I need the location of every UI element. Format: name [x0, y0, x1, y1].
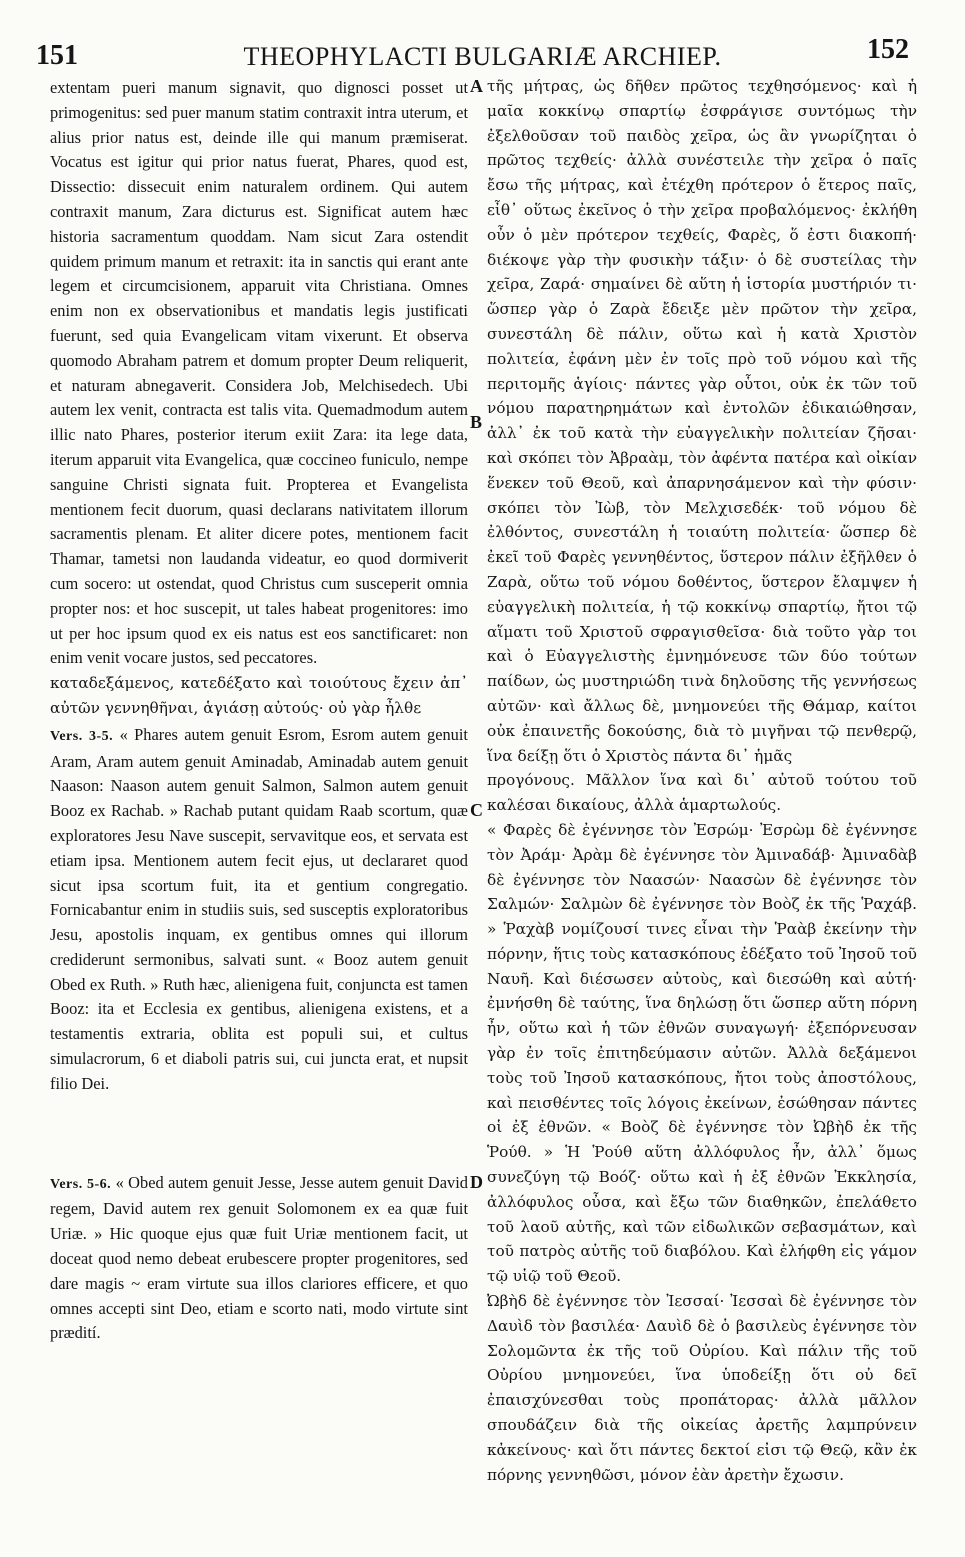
latin-verse-text: « Obed autem genuit Jesse, Jesse autem genuit David regem, David autem rex genuit Solomonem ex ea quæ fuit Uriæ. » Hic quoque ejus quæ fuit Uriæ mentionem facit, ut doceat quod nemo debeat erubescere propter progenitores, sed dare magis ~ eram virtute sua illos clariores efficere, et quo omnes accepti sint Deo, etiam e scorto nati, modo virtute sint prædití. — [50, 1172, 468, 1343]
margin-letter-c: C — [470, 800, 483, 820]
page-number-right: 152 — [867, 34, 909, 65]
greek-paragraph: τῆς μήτρας, ὡς δῆθεν πρῶτος τεχθησόμενος· καὶ ἡ μαῖα κοκκίνῳ σπαρτίῳ ἐσφράγισε συντόμως τὴν ἐξελθοῦσαν τοῦ παιδὸς χεῖρα, ὡς ἂν γνωρίζηται ὁ πρῶτος τεχθείς· ἀλλὰ συνέστειλε τὴν χεῖρα ὁ παῖς ἔσω τῆς μήτρας, καὶ ἐτέχθη πρότερον ὁ ἕτερος παῖς, εἶθ᾽ οὕτως ἐκεῖνος ὁ τὴν χεῖρα προβαλόμενος· ἐκλήθη οὖν ὁ μὲν πρότερον τεχθείς, Φαρὲς, ὅ ἐστι διακοπή· διέκοψε γὰρ τὴν φυσικὴν τάξιν· ὁ δὲ συστείλας τὴν χεῖρα, Ζαρά· σημαίνει δὲ αὕτη ἡ ἱστορία μυστήριόν τι· ὥσπερ γὰρ ὁ Ζαρὰ ἔδειξε μὲν πρῶτον τὴν χεῖρα, συνεστάλη δὲ πάλιν, οὕτω καὶ ἡ κατὰ Χριστὸν πολιτεία, ἐφάνη μὲν ἐν τοῖς πρὸ τοῦ νόμου καὶ τῆς περιτομῆς ἁγίοις· πάντες γὰρ οὗτοι, οὐκ ἐκ τῶν τοῦ νόμου παρατηρημάτων καὶ ἐντολῶν ἐδικαιώθησαν, ἀλλ᾽ ἐκ τοῦ κατὰ τὴν εὐαγγελικὴν πολιτείαν ζῆσαι· καὶ σκόπει τὸν Ἀβραὰμ, τὸν ἀφέντα πατέρα καὶ οἰκίαν ἕνεκεν τοῦ Θεοῦ, καὶ ἀπαρνησάμενον καὶ τὴν φύσιν· σκόπει τὸν Ἰὼβ, τὸν Μελχισεδέκ· τοῦ νόμου δὲ ἐλθόντος, συνεστάλη ἡ τοιαύτη πολιτεία· ὥσπερ δὲ ἐκεῖ τοῦ Φαρὲς γεννηθέντος, ὕστερον πάλιν ἐξῆλθεν ὁ Ζαρὰ, οὕτω τοῦ νόμου δοθέντος, ὕστερον ἔλαμψεν ἡ εὐαγγελικὴ πολιτεία, ἡ τῷ κοκκίνῳ σπαρτίῳ, ἤτοι τῷ αἵματι τοῦ Χριστοῦ σφραγισθεῖσα· διὰ τοῦτο γὰρ τοι καὶ ὁ Εὐαγγελιστὴς ἐμνημόνευσε τῶν δύο τούτων παίδων, ὡς μυστηριώδη τινὰ δηλοῦσης τῆς γεννήσεως αὐτῶν· καὶ ἄλλως δὲ, μνημονεύει τῆς Θάμαρ, καίτοι οὐκ ἐπαινετῆς δοκούσης, διὰ τὸ μιγῆναι τῷ πενθερῷ, ἵνα δείξῃ ὅτι ὁ Χριστὸς πάντα δι᾽ ἡμᾶς — [487, 77, 917, 765]
latin-column — [50, 76, 468, 1346]
page-header — [0, 34, 965, 74]
latin-paragraph — [50, 723, 468, 1097]
greek-paragraph: Ὠβὴδ δὲ ἐγέννησε τὸν Ἰεσσαί· Ἰεσσαὶ δὲ ἐγέννησε τὸν Δαυὶδ τὸν βασιλέα· Δαυὶδ δὲ ὁ βασιλεὺς ἐγέννησε τὸν Σολομῶντα ἐκ τῆς τοῦ Οὐρίου. Καὶ πάλιν τῆς τοῦ Οὐρίου μνημονεύει, ἵνα ὑποδείξῃ ὅτι οὐ δεῖ ἐπαισχύνεσθαι τοὺς προπάτορας· ἀλλὰ μᾶλλον σπουδάζειν διὰ τῆς οἰκείας ἀρετῆς λαμπρύνειν κἀκείνους· καὶ ὅτι πάντες δεκτοί εἰσι τῷ Θεῷ, κἂν ἐκ πόρνης γεννηθῶσι, μόνον ἐὰν ἀρετὴν ἔχωσιν. — [487, 1292, 917, 1484]
page-number-left: 151 — [36, 40, 78, 71]
latin-verse-text: « Phares autem genuit Esrom, Esrom autem genuit Aram, Aram autem genuit Aminadab, Aminadab autem genuit Naason: Naason autem genuit Salmon, Salmon autem genuit Booz ex Rachab. » Rachab putant quidam Raab scortum, quæ exploratores Jesu Nave suscepit, servavitque eos, et servata est etiam ipsa. Mentionem autem fecit ejus, ut declararet quod sicut ipsa scortum fuit, ita et gentium congregatio. Fornicabantur enim in studiis suis, sed susceptis exploratoribus Jesu, apostolis inquam, ex gentibus omnes qui illorum crediderunt sermonibus, salvati sunt. « Booz autem genuit Obed ex Ruth. » Ruth hæc, alienigena fuit, conjuncta est tamen Booz: ita et Ecclesia ex gentibus, alienigena existens, et a testamentis extraria, oblita est populi sui, et cultus simulacrorum, 6 et diaboli patris sui, cui juncta erat, et nupsit filio Dei. — [50, 724, 468, 1093]
latin-paragraph: extentam pueri manum signavit, quo dignosci posset ut primogenitus: sed puer manum statim contraxit intra uterum, et alius prior natus est, deinde ille qui manum præmiserat. Vocatus est igitur qui prior natus fuerat, Phares, quod est, Dissectio: dissecuit enim naturalem ordinem. Qui autem contraxit manum, Zara dicturus est. Significat autem hæc historia sacramentum quoddam. Nam sicut Zara ostendit quidem primum manum et retraxit: ita in sanctis qui erant ante legem et circumcisionem, apparuit vita Christiana. Omnes enim non ex observationibus et mandatis legis justificati fuerunt, sed quia Evangelicam vitam vixerunt. Et observa quomodo Abraham patrem et domum propter Deum reliquerit, et naturam abnegaverit. Considera Job, Melchisedech. Ubi autem lex venit, contracta est talis vita. Quemadmodum autem illic nato Phares, posterior iterum exiit Zara: ita lege data, iterum apparuit vita Evangelica, quæ coccineo funiculo, nempe sanguine Christi signata fuit. Propterea et Evangelista mentionem fecit duorum, quasi declarans nativitatem illorum sacramentis plenam. Et aliter dicere potes, mentionem facit Thamar, tametsi non laudanda videatur, eo quod dormiverit cum socero: ut ostendat, quod Christus cum susceperit omnia propter nos: et hoc suscepit, ut tales habeat progenitores: imo ut per hoc ipsum quod ex eis natus est eos sanctificaret: non enim venit vocare justos, sed peccatores. — [50, 78, 468, 668]
greek-carryover-line: καταδεξάμενος, κατεδέξατο καὶ τοιούτους ἔχειν ἀπ᾽ αὐτῶν γεννηθῆναι, ἁγιάσῃ αὐτούς· οὐ γὰρ ἦλθε — [50, 674, 468, 717]
verse-label: Vers. 3-5. — [50, 728, 114, 744]
latin-paragraph — [50, 1171, 468, 1347]
margin-letter-d: D — [470, 1172, 483, 1192]
margin-letter-b: B — [470, 412, 483, 432]
greek-column — [487, 74, 917, 1487]
greek-paragraph: « Φαρὲς δὲ ἐγέννησε τὸν Ἐσρώμ· Ἐσρὼμ δὲ ἐγέννησε τὸν Ἀράμ· Ἀρὰμ δὲ ἐγέννησε τὸν Ἀμιναδάβ· Ἀμιναδὰβ δὲ ἐγέννησε τὸν Ναασών· Ναασὼν δὲ ἐγέννησε τὸν Σαλμών· Σαλμὼν δὲ ἐγέννησε τὸν Βοὸζ ἐκ τῆς Ῥαχάβ. » Ῥαχὰβ νομίζουσί τινες εἶναι τὴν Ῥαὰβ ἐκείνην τὴν πόρνην, ἥτις τοὺς κατασκόπους ἐδέξατο τοῦ Ἰησοῦ τοῦ Ναυῆ. Καὶ διέσωσεν αὐτοὺς, καὶ διεσώθη καὶ αὐτή· ἐμνήσθη δὲ ταύτης, ἵνα δηλώσῃ ὅτι ὥσπερ αὕτη πόρνη ἦν, οὕτω καὶ ἡ τῶν ἐθνῶν συναγωγή· ἐξεπόρνευσαν γὰρ ἐν τοῖς ἐπιτηδεύμασιν αὐτῶν. Ἀλλὰ δεξάμενοι τοὺς τοῦ Ἰησοῦ κατασκόπους, ἤτοι τοὺς ἀποστόλους, καὶ πεισθέντες τοῖς λόγοις ἐκείνων, ἐσώθησαν πάντες οἱ ἐξ ἐθνῶν. « Βοὸζ δὲ ἐγέννησε τὸν Ὠβὴδ ἐκ τῆς Ῥούθ. » Ἡ Ῥούθ αὕτη ἀλλόφυλος ἦν, ἀλλ᾽ ὅμως συνεζύγη τῷ Βοόζ· οὕτω καὶ ἡ ἐξ ἐθνῶν Ἐκκλησία, ἀλλόφυλος οὖσα, καὶ ἔξω τῶν διαθηκῶν, ἐπελάθετο τοῦ λαοῦ αὐτῆς, καὶ τῶν εἰδωλικῶν σεβασμάτων, καὶ τοῦ πατρὸς αὐτῆς τοῦ διαβόλου. Καὶ ἐλήφθη εἰς γάμον τῷ υἱῷ τοῦ Θεοῦ. — [487, 820, 917, 1286]
greek-paragraph: προγόνους. Μᾶλλον ἵνα καὶ δι᾽ αὐτοῦ τούτου τοῦ καλέσαι δικαίους, ἀλλὰ ἁμαρτωλούς. — [487, 771, 917, 815]
margin-letter-a: A — [470, 76, 483, 96]
running-title: THEOPHYLACTI BULGARIÆ ARCHIEP. — [243, 42, 722, 71]
verse-label: Vers. 5-6. — [50, 1176, 112, 1192]
